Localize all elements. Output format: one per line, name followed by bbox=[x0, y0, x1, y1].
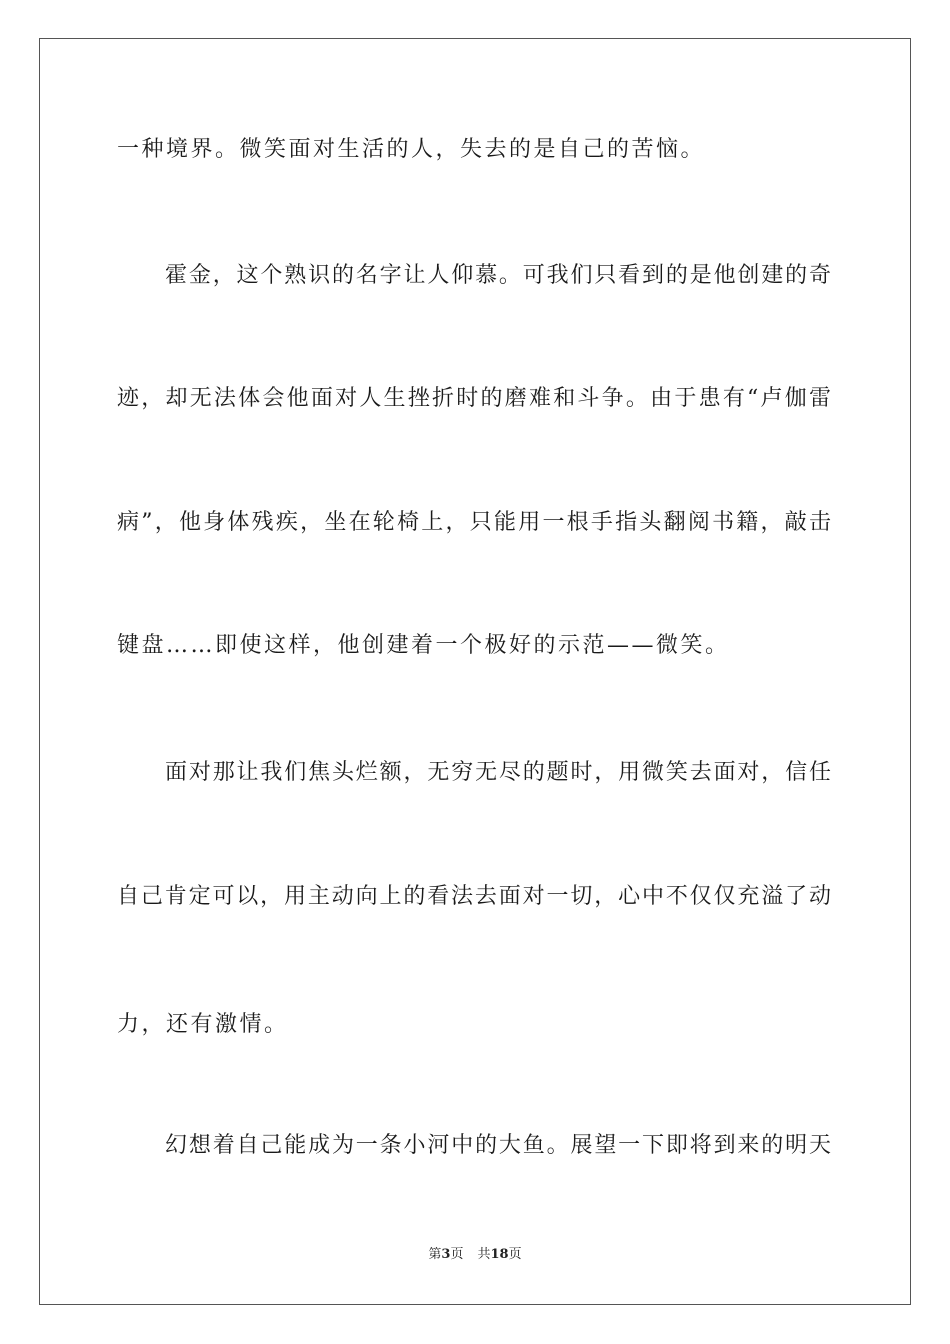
text-line: 键盘……即使这样，他创建着一个极好的示范——微笑。 bbox=[117, 633, 730, 658]
page-border bbox=[39, 38, 911, 1305]
text-line: 迹，却无法体会他面对人生挫折时的磨难和斗争。由于患有“卢伽雷 bbox=[117, 386, 831, 411]
paragraph-first-line: 霍金，这个熟识的名字让人仰慕。可我们只看到的是他创建的奇 bbox=[165, 263, 831, 288]
total-prefix: 共 bbox=[477, 1247, 491, 1262]
text-line: 病”，他身体残疾，坐在轮椅上，只能用一根手指头翻阅书籍，敲击 bbox=[117, 510, 831, 535]
text-line: 一种境界。微笑面对生活的人，失去的是自己的苦恼。 bbox=[117, 137, 706, 162]
total-suffix: 页 bbox=[508, 1247, 522, 1262]
page-footer bbox=[0, 1246, 950, 1264]
paragraph-first-line: 幻想着自己能成为一条小河中的大鱼。展望一下即将到来的明天 bbox=[165, 1133, 831, 1158]
text-line: 自己肯定可以，用主动向上的看法去面对一切，心中不仅仅充溢了动 bbox=[117, 884, 831, 909]
text-line: 力，还有激情。 bbox=[117, 1012, 289, 1037]
page-suffix: 页 bbox=[450, 1247, 464, 1262]
page-prefix: 第 bbox=[428, 1247, 442, 1262]
page-number: 3 bbox=[441, 1247, 451, 1262]
total-pages: 18 bbox=[490, 1247, 509, 1262]
paragraph-first-line: 面对那让我们焦头烂额，无穷无尽的题时，用微笑去面对，信任 bbox=[165, 760, 831, 785]
